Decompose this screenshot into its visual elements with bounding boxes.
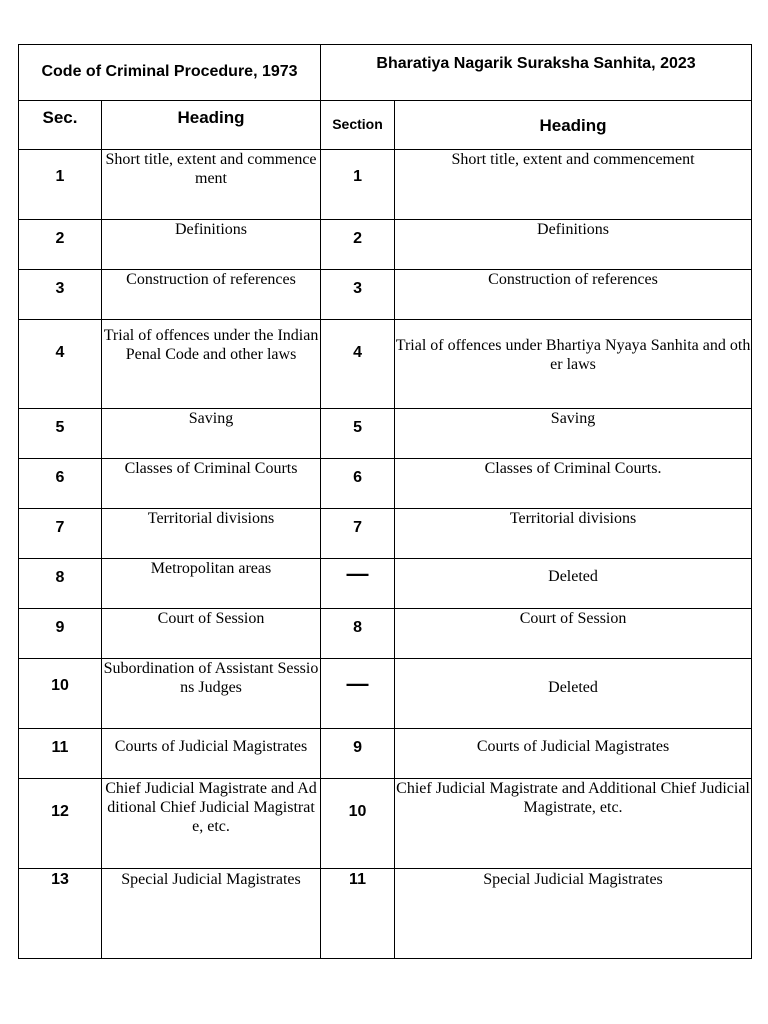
bnss-sec-cell: 7 xyxy=(321,509,395,559)
crpc-heading-cell: Metropolitan areas xyxy=(102,559,321,609)
table-row xyxy=(19,220,752,270)
crpc-sec-cell: 7 xyxy=(19,509,102,559)
bnss-heading-cell: Construction of references xyxy=(395,270,752,320)
crpc-sec-cell: 12 xyxy=(19,779,102,869)
bnss-sec-cell: 10 xyxy=(321,779,395,869)
bnss-heading-cell: Chief Judicial Magistrate and Additional Chief Judicial Magistrate, etc. xyxy=(395,779,752,869)
comparison-table xyxy=(18,44,752,959)
bnss-sec-cell: 9 xyxy=(321,729,395,779)
bnss-sec-cell: 11 xyxy=(321,869,395,959)
crpc-heading-cell: Subordination of Assistant Sessions Judges xyxy=(102,659,321,729)
table-row xyxy=(19,559,752,609)
crpc-sec-cell: 2 xyxy=(19,220,102,270)
table-row xyxy=(19,729,752,779)
crpc-sec-cell: 10 xyxy=(19,659,102,729)
bnss-sec-cell: 2 xyxy=(321,220,395,270)
crpc-heading-cell: Construction of references xyxy=(102,270,321,320)
crpc-heading-cell: Special Judicial Magistrates xyxy=(102,869,321,959)
bnss-heading-cell: Courts of Judicial Magistrates xyxy=(395,729,752,779)
crpc-heading-cell: Trial of offences under the Indian Penal Code and other laws xyxy=(102,320,321,409)
bnss-title: Bharatiya Nagarik Suraksha Sanhita, 2023 xyxy=(376,55,696,72)
table-row xyxy=(19,150,752,220)
bnss-heading-cell: Trial of offences under Bhartiya Nyaya Sanhita and other laws xyxy=(395,320,752,409)
crpc-sec-cell: 11 xyxy=(19,729,102,779)
title-row xyxy=(19,45,752,101)
crpc-heading-cell: Definitions xyxy=(102,220,321,270)
bnss-sec-cell: — xyxy=(321,659,395,729)
bnss-heading-cell: Special Judicial Magistrates xyxy=(395,869,752,959)
crpc-heading-cell: Saving xyxy=(102,409,321,459)
crpc-sec-cell: 4 xyxy=(19,320,102,409)
table-row xyxy=(19,659,752,729)
crpc-heading-cell: Territorial divisions xyxy=(102,509,321,559)
table-row xyxy=(19,459,752,509)
bnss-heading-cell: Deleted xyxy=(395,659,752,729)
crpc-heading-cell: Court of Session xyxy=(102,609,321,659)
bnss-sec-cell: 8 xyxy=(321,609,395,659)
table-row xyxy=(19,509,752,559)
table-row xyxy=(19,869,752,959)
crpc-title: Code of Criminal Procedure, 1973 xyxy=(41,63,298,80)
crpc-heading-cell: Short title, extent and commencement xyxy=(102,150,321,220)
bnss-sec-cell: 6 xyxy=(321,459,395,509)
crpc-heading-cell: Chief Judicial Magistrate and Additional Chief Judicial Magistrate, etc. xyxy=(102,779,321,869)
bnss-heading-cell: Territorial divisions xyxy=(395,509,752,559)
crpc-sec-cell: 8 xyxy=(19,559,102,609)
bnss-sec-cell: — xyxy=(321,559,395,609)
crpc-sec-cell: 9 xyxy=(19,609,102,659)
bnss-heading-cell: Saving xyxy=(395,409,752,459)
crpc-sec-cell: 1 xyxy=(19,150,102,220)
table-row xyxy=(19,779,752,869)
bnss-heading-header: Heading xyxy=(395,101,752,150)
crpc-heading-cell: Courts of Judicial Magistrates xyxy=(102,729,321,779)
bnss-heading-cell: Deleted xyxy=(395,559,752,609)
bnss-title-cell xyxy=(321,45,752,101)
bnss-section-header: Section xyxy=(321,101,395,150)
column-header-row xyxy=(19,101,752,150)
bnss-heading-cell: Court of Session xyxy=(395,609,752,659)
bnss-heading-cell: Classes of Criminal Courts. xyxy=(395,459,752,509)
bnss-sec-cell: 5 xyxy=(321,409,395,459)
bnss-sec-cell: 4 xyxy=(321,320,395,409)
crpc-sec-cell: 5 xyxy=(19,409,102,459)
crpc-heading-cell: Classes of Criminal Courts xyxy=(102,459,321,509)
bnss-sec-cell: 1 xyxy=(321,150,395,220)
table-row xyxy=(19,320,752,409)
crpc-sec-header: Sec. xyxy=(19,101,102,150)
bnss-heading-cell: Definitions xyxy=(395,220,752,270)
crpc-sec-cell: 3 xyxy=(19,270,102,320)
bnss-sec-cell: 3 xyxy=(321,270,395,320)
crpc-title-cell xyxy=(19,45,321,101)
table-row xyxy=(19,609,752,659)
crpc-heading-header: Heading xyxy=(102,101,321,150)
crpc-sec-cell: 6 xyxy=(19,459,102,509)
table-row xyxy=(19,270,752,320)
bnss-heading-cell: Short title, extent and commencement xyxy=(395,150,752,220)
crpc-sec-cell: 13 xyxy=(19,869,102,959)
table-row xyxy=(19,409,752,459)
